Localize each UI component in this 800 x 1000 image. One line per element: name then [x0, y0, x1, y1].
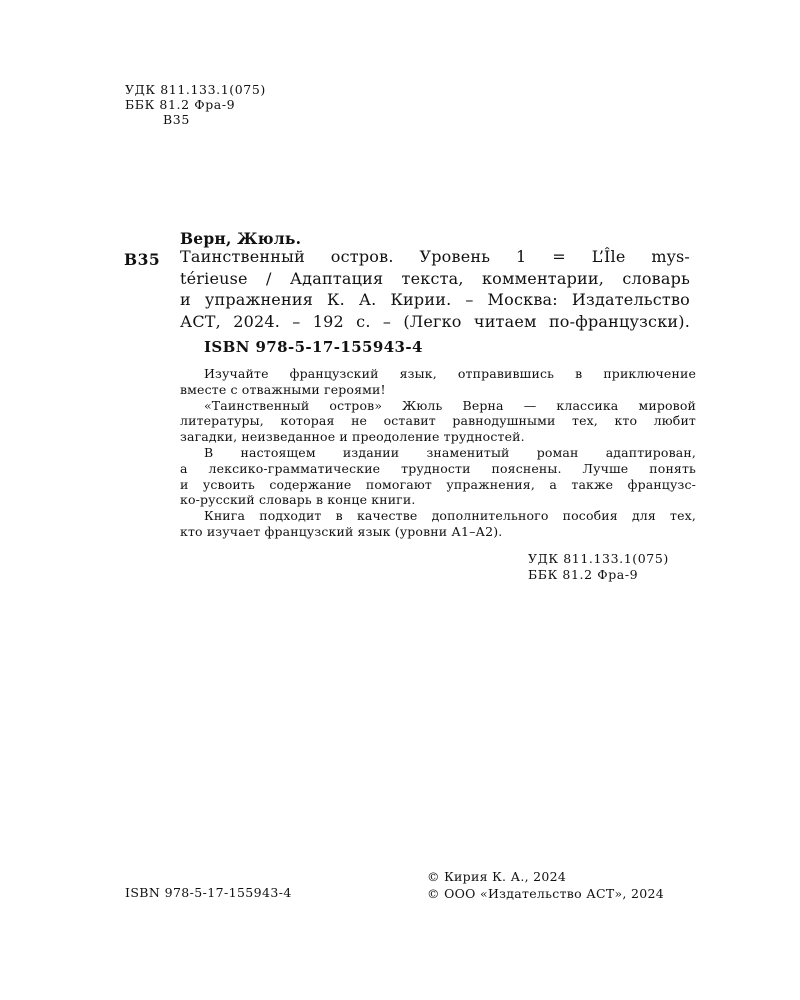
bottom-classification-codes [528, 551, 669, 582]
annotation-line: и усвоить содержание помогают упражнения, а также французс- [180, 476, 696, 492]
biblio-line: АСТ, 2024. – 192 с. – (Легко читаем по-французски). [180, 311, 690, 331]
annotation-line: Книга подходит в качестве дополнительного пособия для тех, [204, 508, 696, 524]
bbk-code: ББК 81.2 Фра-9 [125, 97, 236, 112]
annotation [180, 366, 696, 540]
annotation-line: кто изучает французский язык (уровни А1–А2). [180, 523, 503, 539]
isbn-main: ISBN 978-5-17-155943-4 [204, 338, 423, 356]
top-classification-codes [125, 82, 266, 127]
copyright-publisher: © ООО «Издательство АСТ», 2024 [427, 886, 664, 901]
annotation-line: «Таинственный остров» Жюль Верна — классика мировой [204, 397, 696, 413]
udk-code: УДК 811.133.1(075) [125, 82, 266, 97]
annotation-line: загадки, неизведанное и преодоление трудностей. [180, 429, 525, 445]
author-heading: Верн, Жюль. [180, 229, 302, 248]
isbn-footer: ISBN 978-5-17-155943-4 [125, 885, 292, 900]
copyright-author: © Кирия К. А., 2024 [427, 869, 567, 884]
annotation-line: литературы, которая не оставит равнодушными тех, кто любит [180, 413, 696, 429]
annotation-line: В настоящем издании знаменитый роман адаптирован, [204, 444, 696, 460]
annotation-line: ко-русский словарь в конце книги. [180, 492, 416, 508]
udk-code-bottom: УДК 811.133.1(075) [528, 551, 669, 566]
biblio-line: и упражнения К. А. Кирии. – Москва: Издательство [180, 290, 690, 309]
entry-author-mark: В35 [124, 250, 161, 269]
annotation-line: вместе с отважными героями! [180, 381, 386, 397]
bbk-code-bottom: ББК 81.2 Фра-9 [528, 566, 639, 582]
annotation-line: Изучайте французский язык, отправившись в приключение [204, 366, 696, 381]
annotation-line: а лексико-грамматические трудности пояснены. Лучше понять [180, 460, 696, 476]
biblio-line: Таинственный остров. Уровень 1 = L’Île mys- [180, 247, 690, 266]
author-mark: В35 [163, 112, 190, 127]
copyright-block [427, 868, 664, 902]
bibliographic-description [180, 246, 690, 332]
biblio-line: térieuse / Адаптация текста, комментарии, словарь [180, 268, 690, 288]
